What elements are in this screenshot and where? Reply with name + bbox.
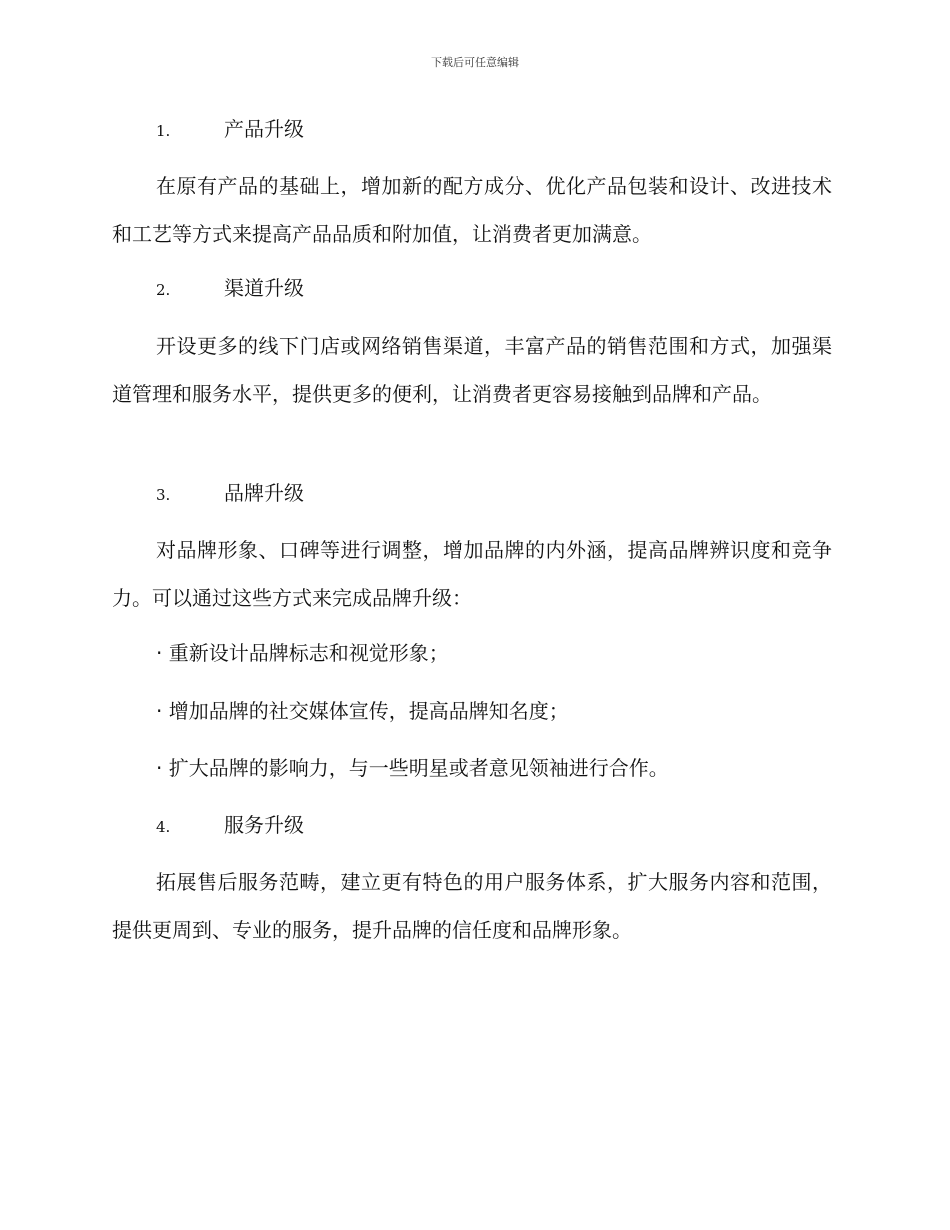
section-heading-4 xyxy=(156,810,304,842)
section-title: 渠道升级 xyxy=(224,276,304,300)
section-heading-3 xyxy=(156,478,304,510)
bullet-item: · 重新设计品牌标志和视觉形象； xyxy=(156,641,449,665)
section-title: 产品升级 xyxy=(224,117,304,141)
section-title: 品牌升级 xyxy=(224,481,304,505)
section-paragraph-2: 开设更多的线下门店或网络销售渠道，丰富产品的销售范围和方式，加强渠道管理和服务水平，提供更多的便利，让消费者更容易接触到品牌和产品。 xyxy=(112,334,832,406)
section-heading-2 xyxy=(156,273,304,305)
section-heading-1 xyxy=(156,114,304,146)
bullet-item: · 扩大品牌的影响力，与一些明星或者意见领袖进行合作。 xyxy=(156,756,669,780)
bullet-item: · 增加品牌的社交媒体宣传，提高品牌知名度； xyxy=(156,699,569,723)
page-header: 下载后可任意编辑 xyxy=(431,56,519,69)
section-title: 服务升级 xyxy=(224,813,304,837)
section-number: 3. xyxy=(156,486,171,504)
section-number: 4. xyxy=(156,818,171,836)
section-number: 2. xyxy=(156,281,171,299)
section-paragraph-3: 对品牌形象、口碑等进行调整，增加品牌的内外涵，提高品牌辨识度和竞争力。可以通过这些方式来完成品牌升级： xyxy=(112,538,832,610)
section-number: 1. xyxy=(156,122,171,140)
section-paragraph-1: 在原有产品的基础上，增加新的配方成分、优化产品包装和设计、改进技术和工艺等方式来提高产品品质和附加值，让消费者更加满意。 xyxy=(112,174,832,246)
section-paragraph-4: 拓展售后服务范畴，建立更有特色的用户服务体系，扩大服务内容和范围，提供更周到、专业的服务，提升品牌的信任度和品牌形象。 xyxy=(112,870,832,942)
